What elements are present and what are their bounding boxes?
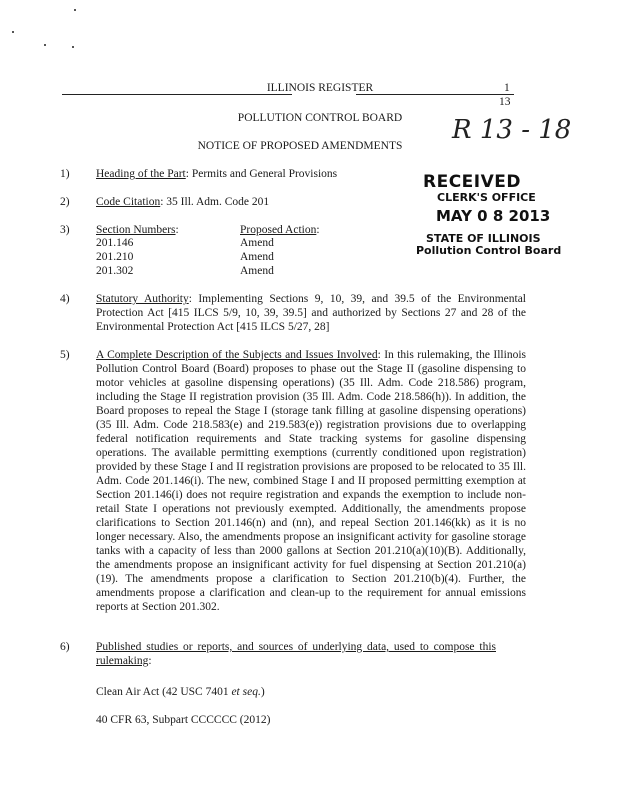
handwritten-docket: R 13 - 18: [452, 115, 572, 145]
section-number: 201.302: [96, 265, 134, 277]
proposed-action-colon: :: [316, 224, 320, 236]
item-3-number: 3): [60, 224, 70, 236]
item-5-label: A Complete Description of the Subjects and Issues Involved: [96, 349, 378, 361]
stamp-state: STATE OF ILLINOIS: [426, 232, 541, 245]
scan-speck: [44, 44, 46, 46]
proposed-action-header: [240, 223, 320, 237]
source-2: 40 CFR 63, Subpart CCCCCC (2012): [96, 714, 271, 726]
item-6-number: 6): [60, 641, 70, 653]
scan-speck: [12, 31, 14, 33]
page-top: 1: [504, 82, 510, 94]
item-4-label: Statutory Authority: [96, 293, 189, 305]
item-5-paragraph: [96, 348, 526, 614]
item-6-colon: :: [148, 655, 152, 667]
item-5-text: : In this rulemaking, the Illinois Pollution Control Board (Board) proposes to phase out the Stage II (gasoline dispensing to motor vehicles at gasoline dispensing operations) (35 Ill. Adm. Code 218.586) program, including the Stage II registration provision (35 Ill. Adm. Code 218.586(h)). In addition, the Board proposes to repeal the Stage I (storage tank filling at gasoline dispensing operations) (35 Ill. Adm. Code 218.583(e) and 219.583(e)) registration provisions due to overlapping federal notification requirements and State tracking systems for gasoline dispensing operations. The available permitting exemptions (currently conditioned upon registration) provided by these Stage I and II registration provisions are proposed to be relocated to 35 Ill. Adm. Code 201.146(i). The new, combined Stage I and II proposed permitting exemption at Section 201.146(i) does not require registration and expands the exemption to include non-retail State I operations not previously exempted. Additionally, the amendments propose clarifications to Section 201.146(n) and (nn), and repeal Section 201.146(kk) as it is no longer necessary. Also, the amendments propose an insignificant activity for gasoline storage tanks with a capacity of less than 2000 gallons at Section 201.210(a)(10)(B). Additionally, the amendments propose an insignificant activity for fuel dispensing at Section 201.210(a)(19). The amendments propose a clarification to Section 201.210(b)(4). Further, the amendments propose a clarification and clean-up to the requirement for annual emissions reports at Section 201.302.: [96, 349, 526, 613]
clerks-office: CLERK'S OFFICE: [437, 191, 536, 204]
item-2: [96, 195, 269, 209]
item-6-paragraph: [96, 640, 496, 668]
item-4-number: 4): [60, 293, 70, 305]
section-action: Amend: [240, 265, 274, 277]
stamp-board: Pollution Control Board: [416, 244, 562, 257]
item-1-text: : Permits and General Provisions: [185, 168, 338, 180]
board-title: POLLUTION CONTROL BOARD: [237, 112, 403, 124]
page-number: 13: [499, 96, 511, 108]
item-2-label: Code Citation: [96, 196, 161, 208]
item-4-text: : Implementing Sections 9, 10, 39, and 39.5 of the Environmental Protection Act [415 ILCS 5/9, 10, 39, 39.5] and authorized by Sections 27 and 28 of the Environmental Protection Act [415 ILCS 5/27, 28]: [96, 293, 526, 333]
source-1-end: ): [260, 686, 265, 698]
register-title: ILLINOIS REGISTER: [266, 82, 374, 94]
item-3-header: [96, 223, 179, 237]
received-date: MAY 0 8 2013: [436, 207, 551, 225]
section-numbers-label: Section Numbers: [96, 224, 176, 236]
item-5-number: 5): [60, 349, 70, 361]
scan-speck: [72, 46, 74, 48]
item-2-text: : 35 Ill. Adm. Code 201: [160, 196, 270, 208]
section-numbers-colon: :: [175, 224, 179, 236]
source-1-italic: et seq.: [231, 686, 261, 698]
item-6-label: Published studies or reports, and sources of underlying data, used to compose this rulemaking: [96, 641, 496, 667]
source-1-text: Clean Air Act (42 USC 7401: [96, 686, 232, 698]
item-1-number: 1): [60, 168, 70, 180]
section-action: Amend: [240, 237, 274, 249]
item-2-number: 2): [60, 196, 70, 208]
section-number: 201.146: [96, 237, 134, 249]
source-1: [96, 685, 265, 699]
notice-title: NOTICE OF PROPOSED AMENDMENTS: [197, 140, 403, 152]
item-4-paragraph: [96, 292, 526, 334]
proposed-action-label: Proposed Action: [240, 224, 317, 236]
received-stamp: RECEIVED: [423, 172, 521, 192]
section-action: Amend: [240, 251, 274, 263]
scan-speck: [74, 9, 76, 11]
item-1: [96, 167, 337, 181]
section-number: 201.210: [96, 251, 134, 263]
item-1-label: Heading of the Part: [96, 168, 186, 180]
